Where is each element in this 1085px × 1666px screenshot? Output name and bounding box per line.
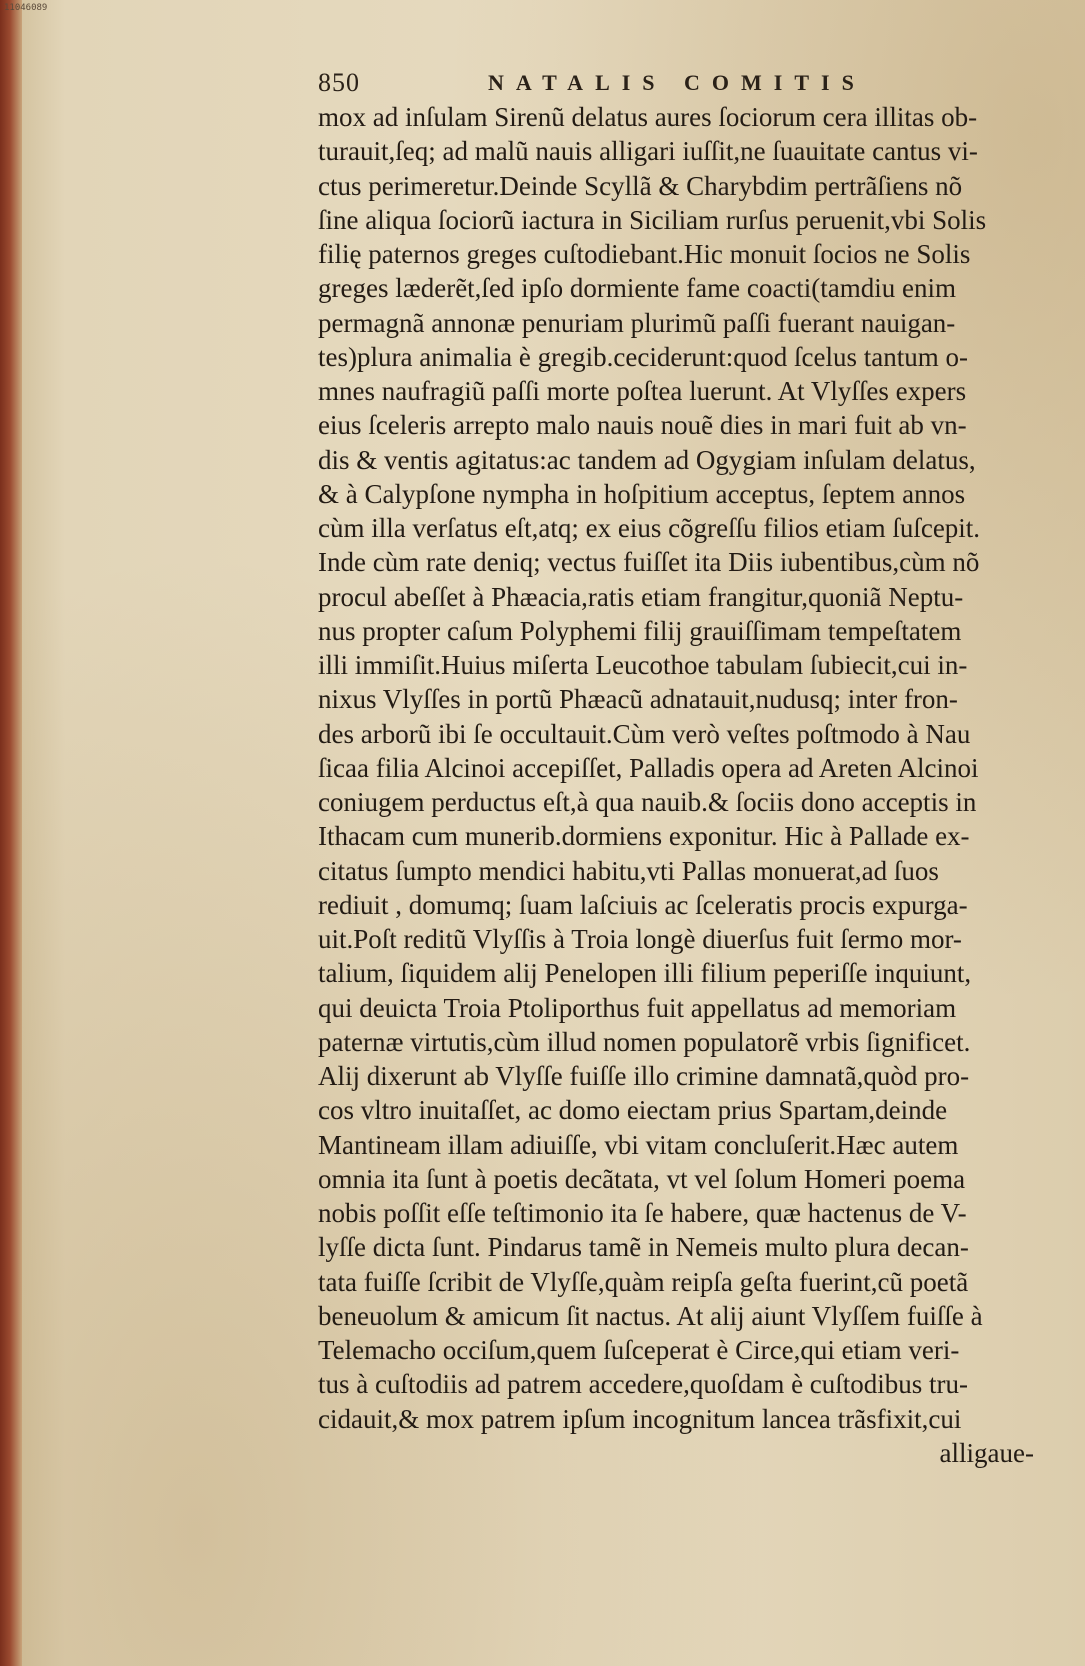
text-line: qui deuicta Troia Ptoliporthus fuit appellatus ad memoriam <box>318 992 957 1023</box>
text-line: permagnã annonæ penuriam plurimũ paſſi fuerant nauigan- <box>318 307 956 338</box>
text-line: tus à cuſtodiis ad patrem accedere,quoſdam è cuſtodibus tru- <box>318 1369 969 1400</box>
text-line: greges læderẽt,ſed ipſo dormiente fame coacti(tamdiu enim <box>318 273 957 304</box>
text-line: uit.Poſt reditũ Vlyſſis à Troia longè diuerſus fuit ſermo mor- <box>318 924 962 954</box>
text-line: Telemacho occiſum,quem ſuſceperat è Circe,qui etiam veri- <box>318 1335 960 1365</box>
text-line: turauit,ſeq; ad malũ nauis alligari iuſſit,ne ſuauitate cantus vi- <box>318 136 978 167</box>
text-line: mox ad inſulam Sirenũ delatus aures ſociorum cera illitas ob- <box>318 102 978 132</box>
text-line: ſine aliqua ſociorũ iactura in Siciliam rurſus peruenit,vbi Solis <box>318 204 987 235</box>
text-line: cidauit,& mox patrem ipſum incognitum lancea trãsfixit,cui <box>318 1403 962 1434</box>
text-line: tes)plura animalia è gregib.ceciderunt:quod ſcelus tantum o- <box>318 341 969 372</box>
text-line: filię paternos greges cuſtodiebant.Hic monuit ſocios ne Solis <box>318 239 971 269</box>
text-line: Alij dixerunt ab Vlyſſe fuiſſe illo crimine damnatã,quòd pro- <box>318 1061 970 1091</box>
text-line: Inde cùm rate deniq; vectus fuiſſet ita Diis iubentibus,cùm nõ <box>318 547 980 578</box>
text-line: des arborũ ibi ſe occultauit.Cùm verò veſtes poſtmodo à Nau <box>318 718 971 749</box>
text-line: nus propter caſum Polyphemi filij grauiſſimam tempeſtatem <box>318 615 962 646</box>
text-line: tata fuiſſe ſcribit de Vlyſſe,quàm reipſa geſta fuerint,cũ poetã <box>318 1266 969 1297</box>
text-line: citatus ſumpto mendici habitu,vti Pallas monuerat,ad ſuos <box>318 855 939 886</box>
text-line: dis & ventis agitatus:ac tandem ad Ogygiam inſulam delatus, <box>318 444 976 475</box>
running-head: NATALIS COMITIS <box>488 70 866 95</box>
text-line: eius ſceleris arrepto malo nauis nouẽ dies in mari fuit ab vn- <box>318 410 967 441</box>
text-line: cùm illa verſatus eſt,atq; ex eius cõgreſſu filios etiam ſuſcepit. <box>318 513 981 543</box>
text-line: lyſſe dicta ſunt. Pindarus tamẽ in Nemeis multo plura decan- <box>318 1232 969 1263</box>
binding-edge <box>0 0 22 1666</box>
text-line: Mantineam illam adiuiſſe, vbi vitam concluſerit.Hæc autem <box>318 1129 959 1160</box>
text-line: omnia ita ſunt à poetis decãtata, vt vel ſolum Homeri poema <box>318 1163 966 1194</box>
text-line: & à Calypſone nympha in hoſpitium acceptus, ſeptem annos <box>318 478 966 509</box>
text-line: procul abeſſet à Phæacia,ratis etiam frangitur,quoniã Neptu- <box>318 581 964 612</box>
text-line: rediuit , domumq; ſuam laſciuis ac ſceleratis procis expurga- <box>318 889 968 920</box>
text-line: illi immiſit.Huius miſerta Leucothoe tabulam ſubiecit,cui in- <box>318 650 968 680</box>
text-line: ctus perimeretur.Deinde Scyllã & Charybdim pertrãſiens nõ <box>318 170 963 201</box>
text-line: mnes naufragiũ paſſi morte poſtea luerunt. At Vlyſſes expers <box>318 376 967 406</box>
text-line: nixus Vlyſſes in portũ Phæacũ adnatauit,nudusq; inter fron- <box>318 684 958 715</box>
catalog-mark: 11046089 <box>4 3 48 13</box>
catchword: alligaue- <box>939 1437 1034 1468</box>
text-line: Ithacam cum munerib.dormiens exponitur. Hic à Pallade ex- <box>318 821 970 852</box>
text-line: paternæ virtutis,cùm illud nomen populatorẽ vrbis ſignificet. <box>318 1026 971 1057</box>
body-text <box>318 100 1038 1470</box>
text-line: beneuolum & amicum ſit nactus. At alij aiunt Vlyſſem fuiſſe à <box>318 1300 983 1331</box>
text-line: cos vltro inuitaſſet, ac domo eiectam prius Spartam,deinde <box>318 1095 948 1126</box>
text-line: nobis poſſit eſſe teſtimonio ita ſe habere, quæ hactenus de V- <box>318 1198 967 1228</box>
text-line: talium, ſiquidem alij Penelopen illi filium peperiſſe inquiunt, <box>318 958 972 989</box>
text-line: ſicaa filia Alcinoi accepiſſet, Palladis opera ad Areten Alcinoi <box>318 752 979 783</box>
page-number: 850 <box>318 68 360 97</box>
text-line: coniugem perductus eſt,à qua nauib.& ſociis dono acceptis in <box>318 787 977 817</box>
